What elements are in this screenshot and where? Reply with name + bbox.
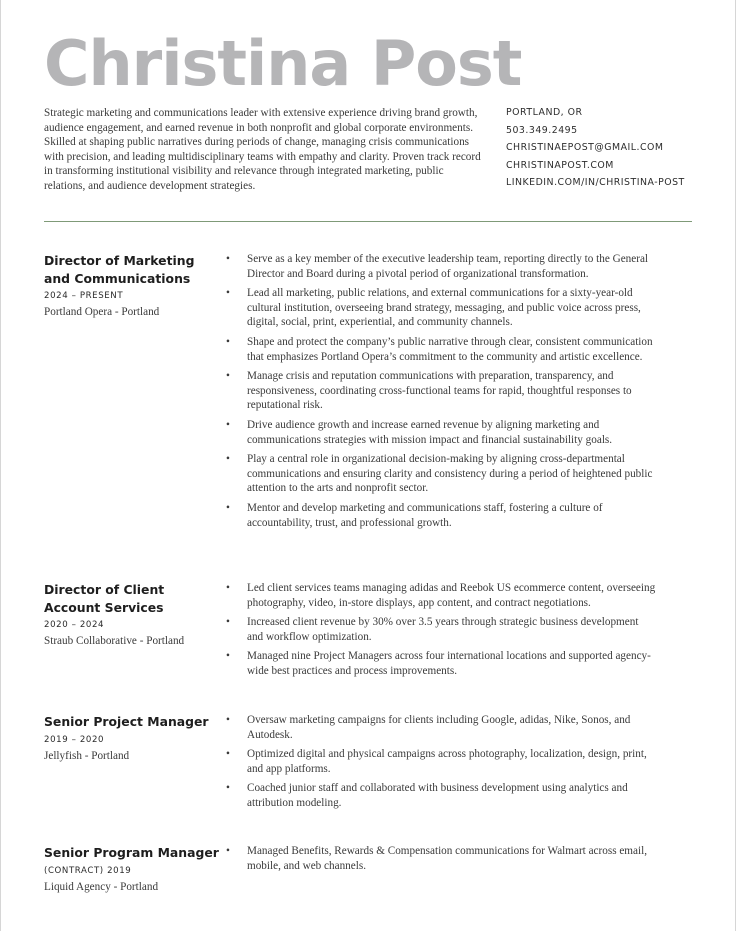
job-company: Portland Opera - Portland <box>44 306 160 318</box>
job-company: Jellyfish - Portland <box>44 749 130 762</box>
contact-block <box>506 104 726 192</box>
professional-summary: Strategic marketing and communications leader with extensive experience driving brand growth, audience engagement, and earned revenue in both nonprofit and global corporate environments. Skilled at shaping public narratives during periods of change, managing crisis communications with precision, and leading multidisciplinary teams with empathy and clarity. Proven track record in transforming institutional visibility and relevance through integrated marketing, public relations, and audience development strategies. <box>44 107 481 192</box>
job-dates: 2019 – 2020 <box>44 734 105 745</box>
job-bullet: • Led client services teams managing adidas and Reebok US ecommerce content, overseeing photography, video, in-store displays, app content, and contract negotiations. <box>226 581 656 610</box>
job-bullet-list <box>226 581 656 684</box>
job-title: Senior Project Manager <box>44 714 209 729</box>
job-meta <box>44 713 219 764</box>
job-bullet: • Play a central role in organizational decision-making by aligning cross-departmental communications and ensuring clarity and consistency during a period of heightened public attention to the arts and nonprofit sector. <box>226 452 656 496</box>
job-bullet: • Oversaw marketing campaigns for clients including Google, adidas, Nike, Sonos, and Autodesk. <box>226 713 656 742</box>
section-divider <box>44 221 692 222</box>
job-bullet: • Managed Benefits, Rewards & Compensation communications for Walmart across email, mobile, and web channels. <box>226 844 656 873</box>
job-bullet: • Increased client revenue by 30% over 3.5 years through strategic business development and workflow optimization. <box>226 615 656 644</box>
job-dates: (CONTRACT) 2019 <box>44 865 132 876</box>
job-bullet: • Mentor and develop marketing and communications staff, fostering a culture of accountability, trust, and professional growth. <box>226 501 656 530</box>
job-company: Liquid Agency - Portland <box>44 880 159 893</box>
job-meta <box>44 844 219 895</box>
contact-website[interactable]: CHRISTINAPOST.COM <box>506 159 614 171</box>
contact-location: PORTLAND, OR <box>506 107 583 118</box>
job-company: Straub Collaborative - Portland <box>44 635 185 647</box>
job-bullet: • Drive audience growth and increase earned revenue by aligning marketing and communications strategies with mission impact and financial sustainability goals. <box>226 418 656 447</box>
job-meta <box>44 581 219 649</box>
job-bullet: • Shape and protect the company’s public narrative through clear, consistent communication that emphasizes Portland Opera’s commitment to the community and artistic excellence. <box>226 335 656 364</box>
job-meta <box>44 252 219 320</box>
job-dates: 2024 – PRESENT <box>44 291 124 301</box>
job-bullet: • Serve as a key member of the executive leadership team, reporting directly to the General Director and Board during a pivotal period of organizational transformation. <box>226 252 656 281</box>
job-title: Director of Client Account Services <box>44 582 165 615</box>
job-bullet: • Coached junior staff and collaborated with business development using analytics and attribution modeling. <box>226 781 656 810</box>
job-dates: 2020 – 2024 <box>44 620 105 630</box>
candidate-name: Christina Post <box>44 27 522 100</box>
contact-phone[interactable]: 503.349.2495 <box>506 124 578 136</box>
job-bullet: • Managed nine Project Managers across four international locations and supported agency-wide best practices and process improvements. <box>226 649 656 678</box>
job-bullet-list <box>226 713 656 816</box>
job-title: Senior Program Manager <box>44 845 219 860</box>
job-bullet: • Lead all marketing, public relations, and external communications for a sixty-year-old cultural institution, overseeing brand strategy, messaging, and public voice across press, digital, social, print, experiential, and community channels. <box>226 286 656 330</box>
job-title: Director of Marketing and Communications <box>44 253 195 286</box>
job-bullet: • Manage crisis and reputation communications with preparation, transparency, and responsiveness, coordinating cross-functional teams for rapid, thoughtful responses to reputational risk. <box>226 369 656 413</box>
contact-email[interactable]: CHRISTINAEPOST@GMAIL.COM <box>506 142 664 154</box>
contact-linkedin[interactable]: LINKEDIN.COM/IN/CHRISTINA-POST <box>506 177 685 189</box>
job-bullet-list <box>226 252 656 535</box>
job-bullet: • Optimized digital and physical campaigns across photography, localization, design, print, and app platforms. <box>226 747 656 776</box>
job-bullet-list <box>226 844 656 878</box>
